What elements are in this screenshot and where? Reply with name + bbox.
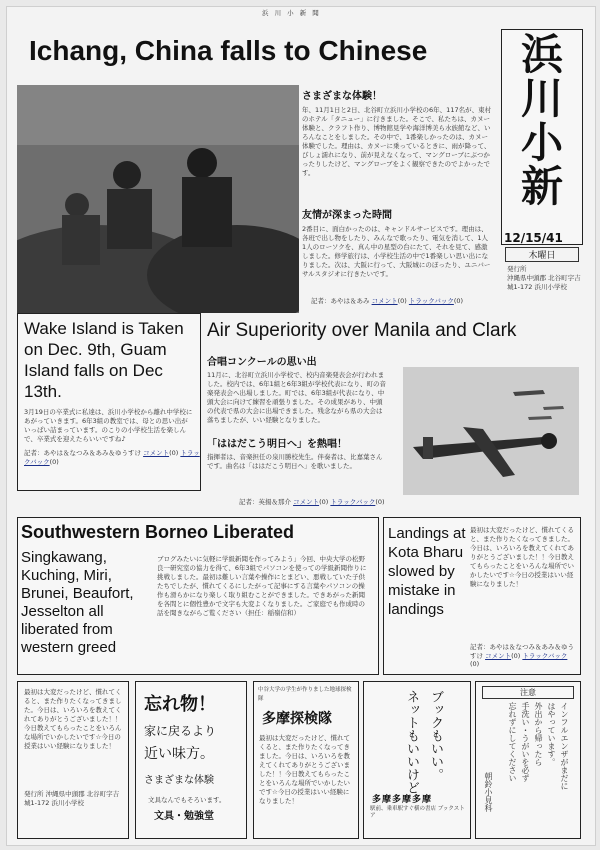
- ad-3: [253, 681, 359, 839]
- ad-5: [475, 681, 581, 839]
- aircraft-photo-art: [403, 367, 579, 495]
- trackback-count: (0): [470, 660, 480, 668]
- trackback-count: (0): [49, 458, 59, 466]
- ad-1: [17, 681, 129, 839]
- masthead-top-label: 浜 川 小 新 聞: [262, 9, 321, 17]
- manila-subtitle: 「ははだこう明日へ」を熱唱！: [207, 439, 347, 450]
- comment-count: (0): [319, 498, 329, 506]
- ad-5-v5: 忘れずにしてください: [508, 702, 517, 782]
- ad-2-title: 忘れ物！: [144, 694, 216, 715]
- trackback-link[interactable]: トラックバック: [408, 297, 454, 305]
- nameplate-char: 新: [520, 162, 563, 211]
- wake-headline: Wake Island is Taken on Dec. 9th, Guam Island falls on Dec 13th.: [24, 319, 184, 401]
- ad-2-line3: さまざまな体験: [144, 775, 214, 786]
- comment-count: (0): [169, 449, 179, 457]
- manila-body2: 指揮者は、音楽担任の泉川勝校先生。伴奏者は、比嘉葉さんです。曲名は「ははだこう明日へ」を歌いました。: [207, 453, 383, 470]
- ad-4-v2: ネットもいいけど: [404, 690, 419, 794]
- publisher-label: 発行所: [507, 265, 527, 273]
- byline: 記者：あやは＆あみ: [311, 297, 370, 305]
- main-headline: Ichang, China falls to Chinese: [29, 35, 428, 66]
- weekday: 木曜日: [505, 247, 579, 262]
- byline: 記者：あやは＆なつみ＆あみ＆ゆうすけ: [470, 643, 574, 660]
- ad-1-body: 最初は大変だったけど、慣れてくると、また作りたくなってきました。今日は、いろいろを教えてくれてありがとうございました！！今日教えてもらったことをいろんな場所でいかしたいです☆今日の授業はいい経験になりました！: [24, 688, 122, 750]
- manila-article: [207, 353, 387, 481]
- kota-headline: Landings at Kota Bharu slowed by mistake in landings: [388, 525, 466, 618]
- ad-1-foot: 発行所 沖縄県中頭郡 北谷町字吉城1-172 浜川小学校: [24, 790, 120, 807]
- ad-2-shop: 文具・勉強堂: [154, 811, 214, 822]
- newspaper-page: [6, 6, 596, 846]
- wake-meta: [24, 448, 200, 466]
- publisher-address2: 城1-172 浜川小学校: [507, 283, 567, 291]
- manila-title: 合唱コンクールの思い出: [207, 357, 317, 368]
- article-1-title: さまざまな体験！: [302, 91, 382, 102]
- trackback-link[interactable]: トラックバック: [330, 498, 376, 506]
- soldiers-photo-art: [17, 85, 299, 313]
- nameplate-char: 小: [520, 118, 563, 167]
- nameplate-char: 川: [520, 74, 563, 123]
- manila-meta: [239, 497, 385, 506]
- soldiers-photo: [17, 85, 299, 313]
- publisher: [507, 265, 587, 292]
- comment-link[interactable]: コメント: [485, 652, 512, 660]
- trackback-count: (0): [453, 297, 464, 305]
- byline: 記者：英揚＆那介: [239, 498, 291, 506]
- ad-4-stamp: 多摩多摩多摩: [372, 795, 433, 805]
- comment-link[interactable]: コメント: [143, 449, 170, 457]
- kota-meta: [470, 642, 576, 668]
- ad-5-v1: インフルエンザがまだに: [560, 702, 569, 790]
- article-1-subtitle: 友情が深まった時間: [302, 210, 392, 221]
- trackback-link[interactable]: トラックバック: [522, 652, 568, 660]
- comment-count: (0): [511, 652, 521, 660]
- ad-3-title: 多摩探検隊: [262, 711, 332, 727]
- article-1-body: 年、11月1日と2日、北谷町立浜川小学校の6年、117名が、東村のホテル「タニュー」に行きました。そこで、私たちは、カヌー体験と、クラフト作り、博物館見学や海洋博美ら水族館など、いろんなことをしました。その中で、1番楽しかったのは、カヌー体験でした。理由は、カヌーに乗っているときに、雨が降って、びしょ濡れになり、前が見えなくなって、マングローブにぶつかったりしたけど、マングローブをよく観察できたのでよかったです。: [302, 106, 492, 177]
- nameplate-char: 浜: [520, 30, 563, 79]
- ad-2-line2: 近い味方。: [144, 746, 214, 762]
- manila-headline: Air Superiority over Manila and Clark: [207, 320, 517, 341]
- article-1: [302, 87, 492, 289]
- kota-body: 最初は大変だったけど、慣れてくると、また作りたくなってきました。今日は、いろいろを教えてくれてありがとうございました！！今日教えてもらったことをいろんな場所でいかしたいです☆今日の授業はいい経験になりました！: [470, 526, 574, 588]
- manila-body: 11月に、北谷町立浜川小学校で、校内音楽発表会が行われました。校内では、6年1組と6年3組が学校代表になり、町の音楽発表会へ出場しました。町では、6年3組が代表になり、中頭大会に向けて練習を頑張りました。その成果があり、中頭の代表で県の大会に出場できました。残念ながら県の大会は落ちましたが、いい経験となりました。: [207, 371, 387, 424]
- trackback-count: (0): [375, 498, 385, 506]
- comment-link[interactable]: コメント: [293, 498, 320, 506]
- article-1-body2: 2番目に、面白かったのは、キャンドルサービスです。理由は、各班で出し物をしたり、みんなで歌ったり、電気を消して、1人1人のローソクを、真ん中の星型の台にたて、それを見て、感激しました。修学旅行は、小学校生活の中で1番楽しい思い出になりました。次は、大阪に行って、大阪城にのぼったり、ユニバーサルスタジオに行きたいです。: [302, 225, 491, 278]
- ad-5-sign: 朝鈴小見科: [484, 772, 493, 812]
- ad-4-v1: ブックもいい。: [428, 690, 443, 781]
- article-1-meta: [311, 296, 463, 305]
- ad-2: [135, 681, 247, 839]
- borneo-headline: Southwestern Borneo Liberated: [21, 522, 295, 542]
- wake-island-box: [17, 313, 201, 491]
- ad-5-v3: 外出から帰ったら: [534, 702, 543, 766]
- ad-2-line1: 家に戻るより: [144, 724, 217, 738]
- ad-4-foot: 駅前、乗車駅すぐ横の書店 ブックストア: [370, 806, 465, 819]
- ad-3-small: 中谷大学の学生が作りました地球探検隊: [258, 687, 352, 702]
- ad-3-body: 最初は大変だったけど、慣れてくると、また作りたくなってきました。今日は、いろいろを教えてくれてありがとうございました！！今日教えてもらったことをいろんな場所でいかしたいです☆今日の授業はいい経験になりました！: [259, 734, 350, 805]
- wake-body: 3月19日の卒業式に私達は、浜川小学校から離れ中学校にあがっていきます。6年3組の教室では、母との思い出がいっぱい詰まっています。のこりの小学校生活を楽しんで、卒業式を迎えたらいいですね♪: [24, 408, 193, 443]
- borneo-list: Singkawang, Kuching, Miri, Brunei, Beaufort, Jesselton all liberated from western greed: [21, 549, 134, 656]
- ad-2-small: 文具なんでもそろいます。: [148, 796, 226, 804]
- byline: 記者：あやは＆なつみ＆あみ＆ゆうすけ: [24, 449, 141, 457]
- comment-link[interactable]: コメント: [371, 297, 398, 305]
- kota-bharu-box: [383, 517, 581, 675]
- borneo-body: ブログみたいに気軽に学級新聞を作ってみよう」今回、中央大学の松野良一研究室の協力を得て、6年3組でパソコンを使っての学級新聞作りに挑戦しました。最初は難しい言葉や操作にとまどい、悪戦していた子供たちでしたが、慣れてくるにしたがって記事にする言葉やパソコンの操作も滑らかになり楽しく取り組むことができました。できあがった新聞を各間とに個性豊かで文字も大変よくなりました。ご家庭でも作成時の話を聞きながらご覧ください（担任：稲嶺信和）: [157, 555, 367, 617]
- aircraft-photo: [403, 367, 579, 495]
- comment-count: (0): [397, 297, 407, 305]
- nameplate: [501, 29, 583, 245]
- publisher-address: 沖縄県中頭郡 北谷町字吉: [507, 274, 581, 282]
- ad-4: [363, 681, 471, 839]
- ad-5-v4: 手洗い・うがいを必ず: [521, 702, 530, 782]
- ad-5-v2: はやっています。: [547, 702, 556, 766]
- issue-date: 12/15/41: [504, 231, 563, 245]
- ad-5-title: 注意: [482, 686, 574, 699]
- trackback-link[interactable]: トラックバック: [24, 449, 200, 466]
